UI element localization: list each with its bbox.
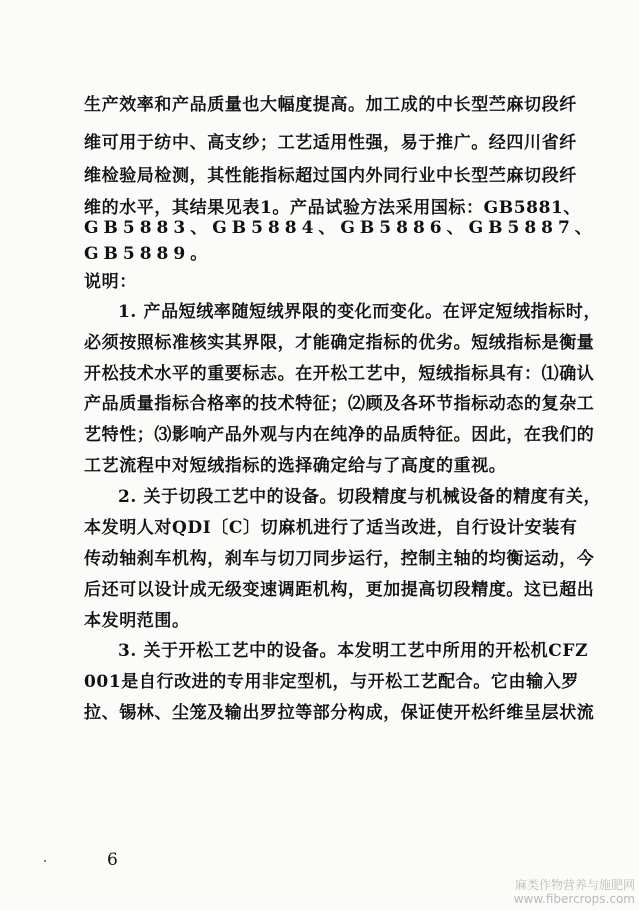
note-3-line-1: 3. 关于开松工艺中的设备。本发明工艺中所用的开松机CFZ [118,641,589,661]
text-line-6: GB5889。 [84,244,213,264]
scan-speck [44,860,46,862]
watermark-title: 麻类作物营养与施肥网 [514,878,635,892]
text-line-1: 生产效率和产品质量也大幅度提高。加工成的中长型苎麻切段纤 [84,95,577,115]
watermark-url: www.fibercrops.com [513,892,635,906]
site-watermark [514,878,635,906]
text-line-4: 维的水平，其结果见表1。产品试验方法采用国标：GB5881、 [84,198,582,218]
note-2-line-1: 2. 关于切段工艺中的设备。切段精度与机械设备的精度有关， [118,487,602,507]
note-1-line-6: 工艺流程中对短绒指标的选择确定给与了高度的重视。 [84,456,507,476]
note-1-line-3: 开松技术水平的重要标志。在开松工艺中，短绒指标具有：⑴确认 [84,364,595,384]
text-line-3: 维检验局检测，其性能指标超过国内外同行业中长型苎麻切段纤 [84,166,577,186]
note-3-line-3: 拉、锡林、尘笼及输出罗拉等部分构成，保证使开松纤维呈层状流 [84,703,595,723]
note-1-line-1: 1. 产品短绒率随短绒界限的变化而变化。在评定短绒指标时， [118,302,602,322]
note-1-line-5: 艺特性；⑶影响产品外观与内在纯净的品质特征。因此，在我们的 [84,425,595,445]
note-2-line-2: 本发明人对QDI〔C〕切麻机进行了适当改进，自行设计安装有 [84,518,578,538]
text-line-2: 维可用于纺中、高支纱；工艺适用性强，易于推广。经四川省纤 [84,133,577,153]
note-2-line-4: 后还可以设计成无级变速调距机构，更加提高切段精度。这已超出 [84,580,595,600]
note-1-line-2: 必须按照标准核实其界限，才能确定指标的优劣。短绒指标是衡量 [84,333,595,353]
notes-heading: 说明： [84,272,137,292]
page-number: 6 [107,850,118,870]
note-1-line-4: 产品质量指标合格率的技术特征；⑵顾及各环节指标动态的复杂工 [84,394,595,414]
note-2-line-5: 本发明范围。 [84,611,190,631]
note-3-line-2: 001是自行改进的专用非定型机，与开松工艺配合。它由输入罗 [84,672,579,692]
text-line-5: GB5883、GB5884、GB5886、GB5887、 [84,218,597,238]
note-2-line-3: 传动轴刹车机构，刹车与切刀同步运行，控制主轴的均衡运动，今 [84,549,595,569]
